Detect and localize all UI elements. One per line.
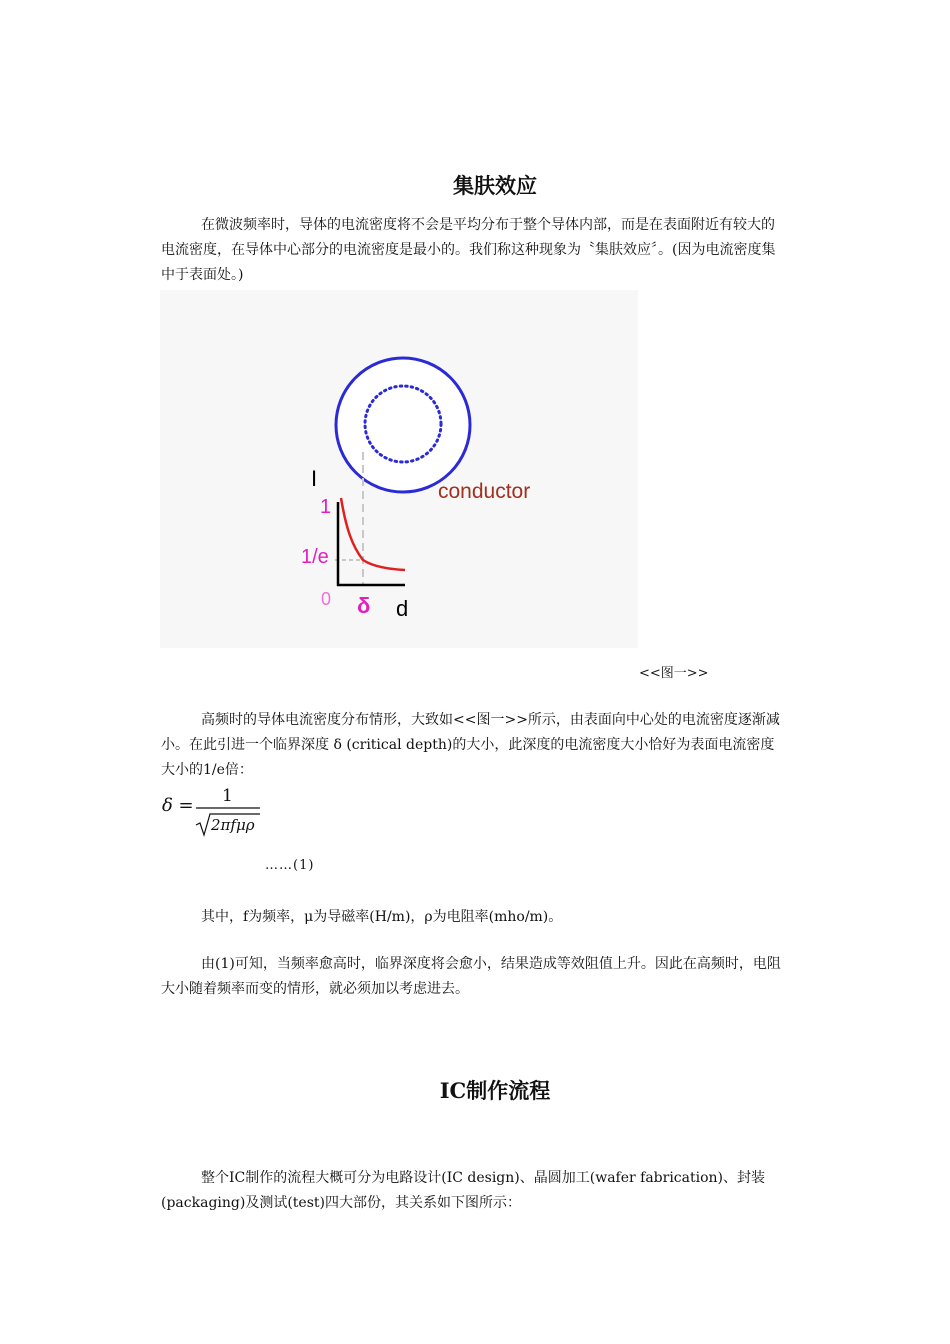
axis-label-i: I — [311, 466, 318, 491]
variables-text: 其中，f为频率，μ为导磁率(H/m)，ρ为电阻率(mho/m)。 — [201, 909, 563, 925]
formula-denominator: 2πfμρ — [211, 816, 255, 834]
section-title-ic-process: IC制作流程 — [439, 1078, 551, 1103]
critical-depth-text: 高频时的导体电流密度分布情形，大致如<<图一>>所示，由表面向中心处的电流密度逐渐减小。在此引进一个临界深度 δ (critical depth)的大小，此深度的电流密度大小恰好为表面电流密度大小的1/e倍： — [161, 712, 780, 778]
conclusion-text: 由(1)可知，当频率愈高时，临界深度将会愈小，结果造成等效阻值上升。因此在高频时，电阻大小随着频率而变的情形，就必须加以考虑进去。 — [161, 956, 781, 997]
ic-process-paragraph — [161, 1166, 787, 1216]
intro-text: 在微波频率时，导体的电流密度将不会是平均分布于整个导体内部，而是在表面附近有较大的电流密度，在导体中心部分的电流密度是最小的。我们称这种现象为〝集肤效应〞。(因为电流密度集中于表面处。) — [161, 217, 776, 283]
section-title-skin-effect: 集肤效应 — [453, 173, 537, 198]
equation-number: ……(1) — [265, 858, 315, 873]
formula-lhs: δ = — [162, 795, 194, 816]
critical-depth-paragraph — [161, 708, 787, 783]
tick-label-1: 1 — [320, 496, 332, 518]
tick-label-1-over-e: 1/e — [301, 546, 329, 568]
conclusion-paragraph — [161, 952, 787, 1002]
figure-caption: <<图一>> — [639, 666, 709, 681]
ic-process-text: 整个IC制作的流程大概可分为电路设计(IC design)、晶圆加工(wafer fabrication)、封装(packaging)及测试(test)四大部份，其关系如下图所示： — [161, 1170, 766, 1211]
tick-label-delta: δ — [357, 593, 371, 618]
tick-label-0: 0 — [321, 589, 332, 609]
skin-depth-formula — [160, 783, 270, 841]
conductor-label: conductor — [438, 480, 531, 503]
formula-numerator: 1 — [222, 786, 233, 806]
skin-effect-figure — [160, 290, 638, 648]
variables-paragraph — [161, 905, 787, 930]
intro-paragraph — [161, 213, 787, 288]
axis-label-d: d — [396, 596, 409, 621]
conductor-outer-circle — [336, 358, 470, 492]
